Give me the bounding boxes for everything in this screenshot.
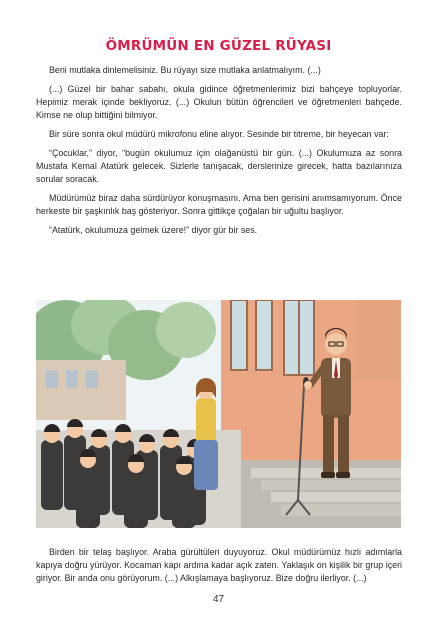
teacher-figure (194, 378, 218, 490)
story-text-bottom (36, 546, 402, 591)
page-number: 47 (212, 594, 225, 605)
stairs-icon (241, 460, 401, 528)
paragraph: Müdürümüz biraz daha sürdürüyor konuşmasını. Ama ben gerisini anımsamıyorum. Önce herkeste bir şaşkınlık baş gösteriyor. Sonra gittikçe çoğalan bir uğultu başlıyor. (36, 192, 402, 216)
paragraph: Birden bir telaş başlıyor. Araba gürültüleri duyuyoruz. Okul müdürümüz hızlı adımlarla kapıya doğru yürüyor. Kocaman kapı ardına kadar açık zaten. Yaklaşık on kişilik bir grup içeri giriyor. Bir anda onu görüyorum. (...) Alkışlamaya başlıyoruz. Bize doğru ilerliyor. (...) (36, 547, 402, 584)
story-text-top (36, 64, 402, 242)
paragraph: (...) Güzel bir bahar sabahı, okula gidince öğretmenlerimiz bizi bahçeye topluyorlar. Hepimiz merak içinde bekliyoruz. (...) Okulun bütün öğrencileri ve öğretmenleri bahçede. Kimse ne olup bittiğini bilmiyor. (36, 83, 402, 121)
paragraph: “Atatürk, okulumuza gelmek üzere!” diyor gür bir ses. (49, 224, 258, 235)
paragraph: Bir süre sonra okul müdürü mikrofonu eline alıyor. Sesinde bir titreme, bir heyecan var: (49, 128, 389, 139)
page-title: ÖMRÜMÜN EN GÜZEL RÜYASI (105, 38, 332, 54)
school-courtyard-illustration (36, 300, 401, 528)
paragraph: Beni mutlaka dinlemelisiniz. Bu rüyayı size mutlaka anlatmalıyım. (...) (49, 65, 321, 75)
paragraph: “Çocuklar,” diyor, “bugün okulumuz için olağanüstü bir gün. (...) Okulumuza az sonra Mustafa Kemal Atatürk gelecek. Sizlerle tanışacak, derslerinize girecek, hatta bazılarınıza sorular soracak. (36, 147, 402, 184)
